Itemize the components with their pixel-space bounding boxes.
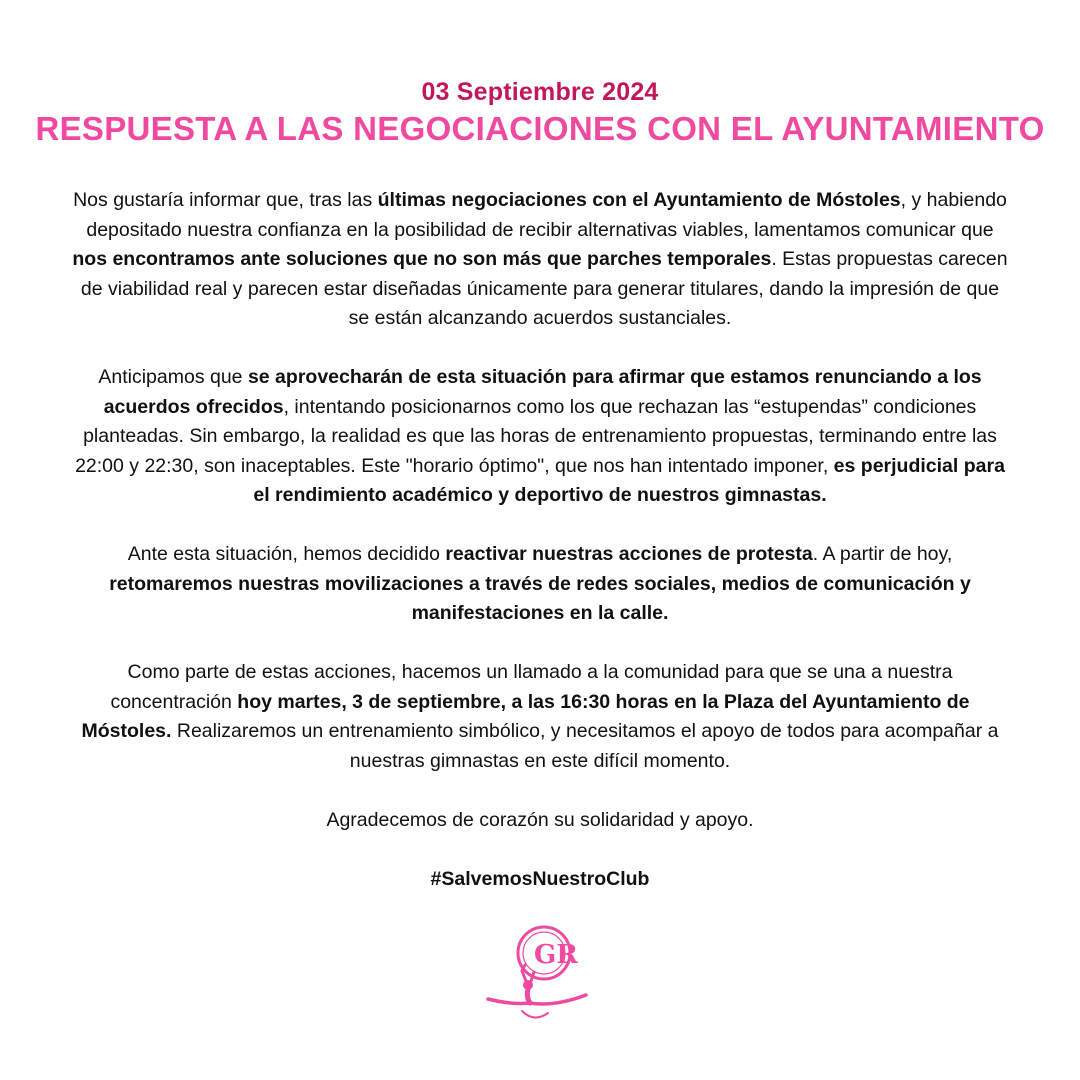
p1-bold-2: nos encontramos ante soluciones que no son más que parches temporales: [72, 248, 772, 270]
closing-text: Agradecemos de corazón su solidaridad y apoyo.: [326, 808, 754, 831]
paragraph-3: [70, 540, 1010, 629]
paragraph-4: [70, 658, 1010, 776]
p2-text-2: , intentando posicionarnos como los que rechazan las “estupendas” condiciones planteadas. Sin embargo, la realidad es que las horas de entrenamiento propuestas, terminando entre las 22:00 y 22:30, son inaceptables. Este "horario óptimo", que nos han intentado imponer,: [75, 395, 997, 477]
date-heading: 03 Septiembre 2024: [421, 78, 659, 106]
p2-bold-1: se aprovecharán de esta situación para afirmar que estamos renunciando a los acuerdos ofrecidos: [103, 366, 982, 418]
p3-bold-1: reactivar nuestras acciones de protesta: [445, 543, 813, 565]
p1-bold-1: últimas negociaciones con el Ayuntamiento de Móstoles: [377, 189, 901, 211]
p4-bold-1: hoy martes, 3 de septiembre, a las 16:30 horas en la Plaza del Ayuntamiento de Móstoles.: [81, 690, 970, 742]
p3-bold-2: retomaremos nuestras movilizaciones a través de redes sociales, medios de comunicación y manifestaciones en la calle.: [109, 572, 971, 624]
logo-initials: GR: [534, 940, 578, 970]
announcement-body: [70, 186, 1010, 924]
p2-text-1: Anticipamos que: [98, 366, 248, 388]
paragraph-2: [70, 363, 1010, 511]
page-title: RESPUESTA A LAS NEGOCIACIONES CON EL AYUNTAMIENTO: [35, 110, 1045, 147]
p1-text-2: , y habiendo depositado nuestra confianza en la posibilidad de recibir alternativas viables, lamentamos comunicar que: [86, 189, 1007, 241]
p4-text-1: Como parte de estas acciones, hacemos un llamado a la comunidad para que se una a nuestra concentración: [110, 661, 953, 713]
p1-text-3: . Estas propuestas carecen de viabilidad real y parecen estar diseñadas únicamente para generar titulares, dando la impresión de que se están alcanzando acuerdos sustanciales.: [80, 248, 1008, 329]
paragraph-1: [70, 186, 1010, 334]
p1-text-1: Nos gustaría informar que, tras las: [73, 189, 378, 211]
p4-text-2: Realizaremos un entrenamiento simbólico, y necesitamos el apoyo de todos para acompañar a nuestras gimnastas en este difícil momento.: [171, 720, 999, 772]
p3-text-1: Ante esta situación, hemos decidido: [127, 543, 446, 565]
p2-bold-2: es perjudicial para el rendimiento académico y deportivo de nuestros gimnastas.: [253, 454, 1005, 506]
p3-text-2: . A partir de hoy,: [812, 543, 953, 565]
gymnast-logo-icon: [482, 925, 602, 1025]
hashtag: #SalvemosNuestroClub: [430, 867, 650, 890]
